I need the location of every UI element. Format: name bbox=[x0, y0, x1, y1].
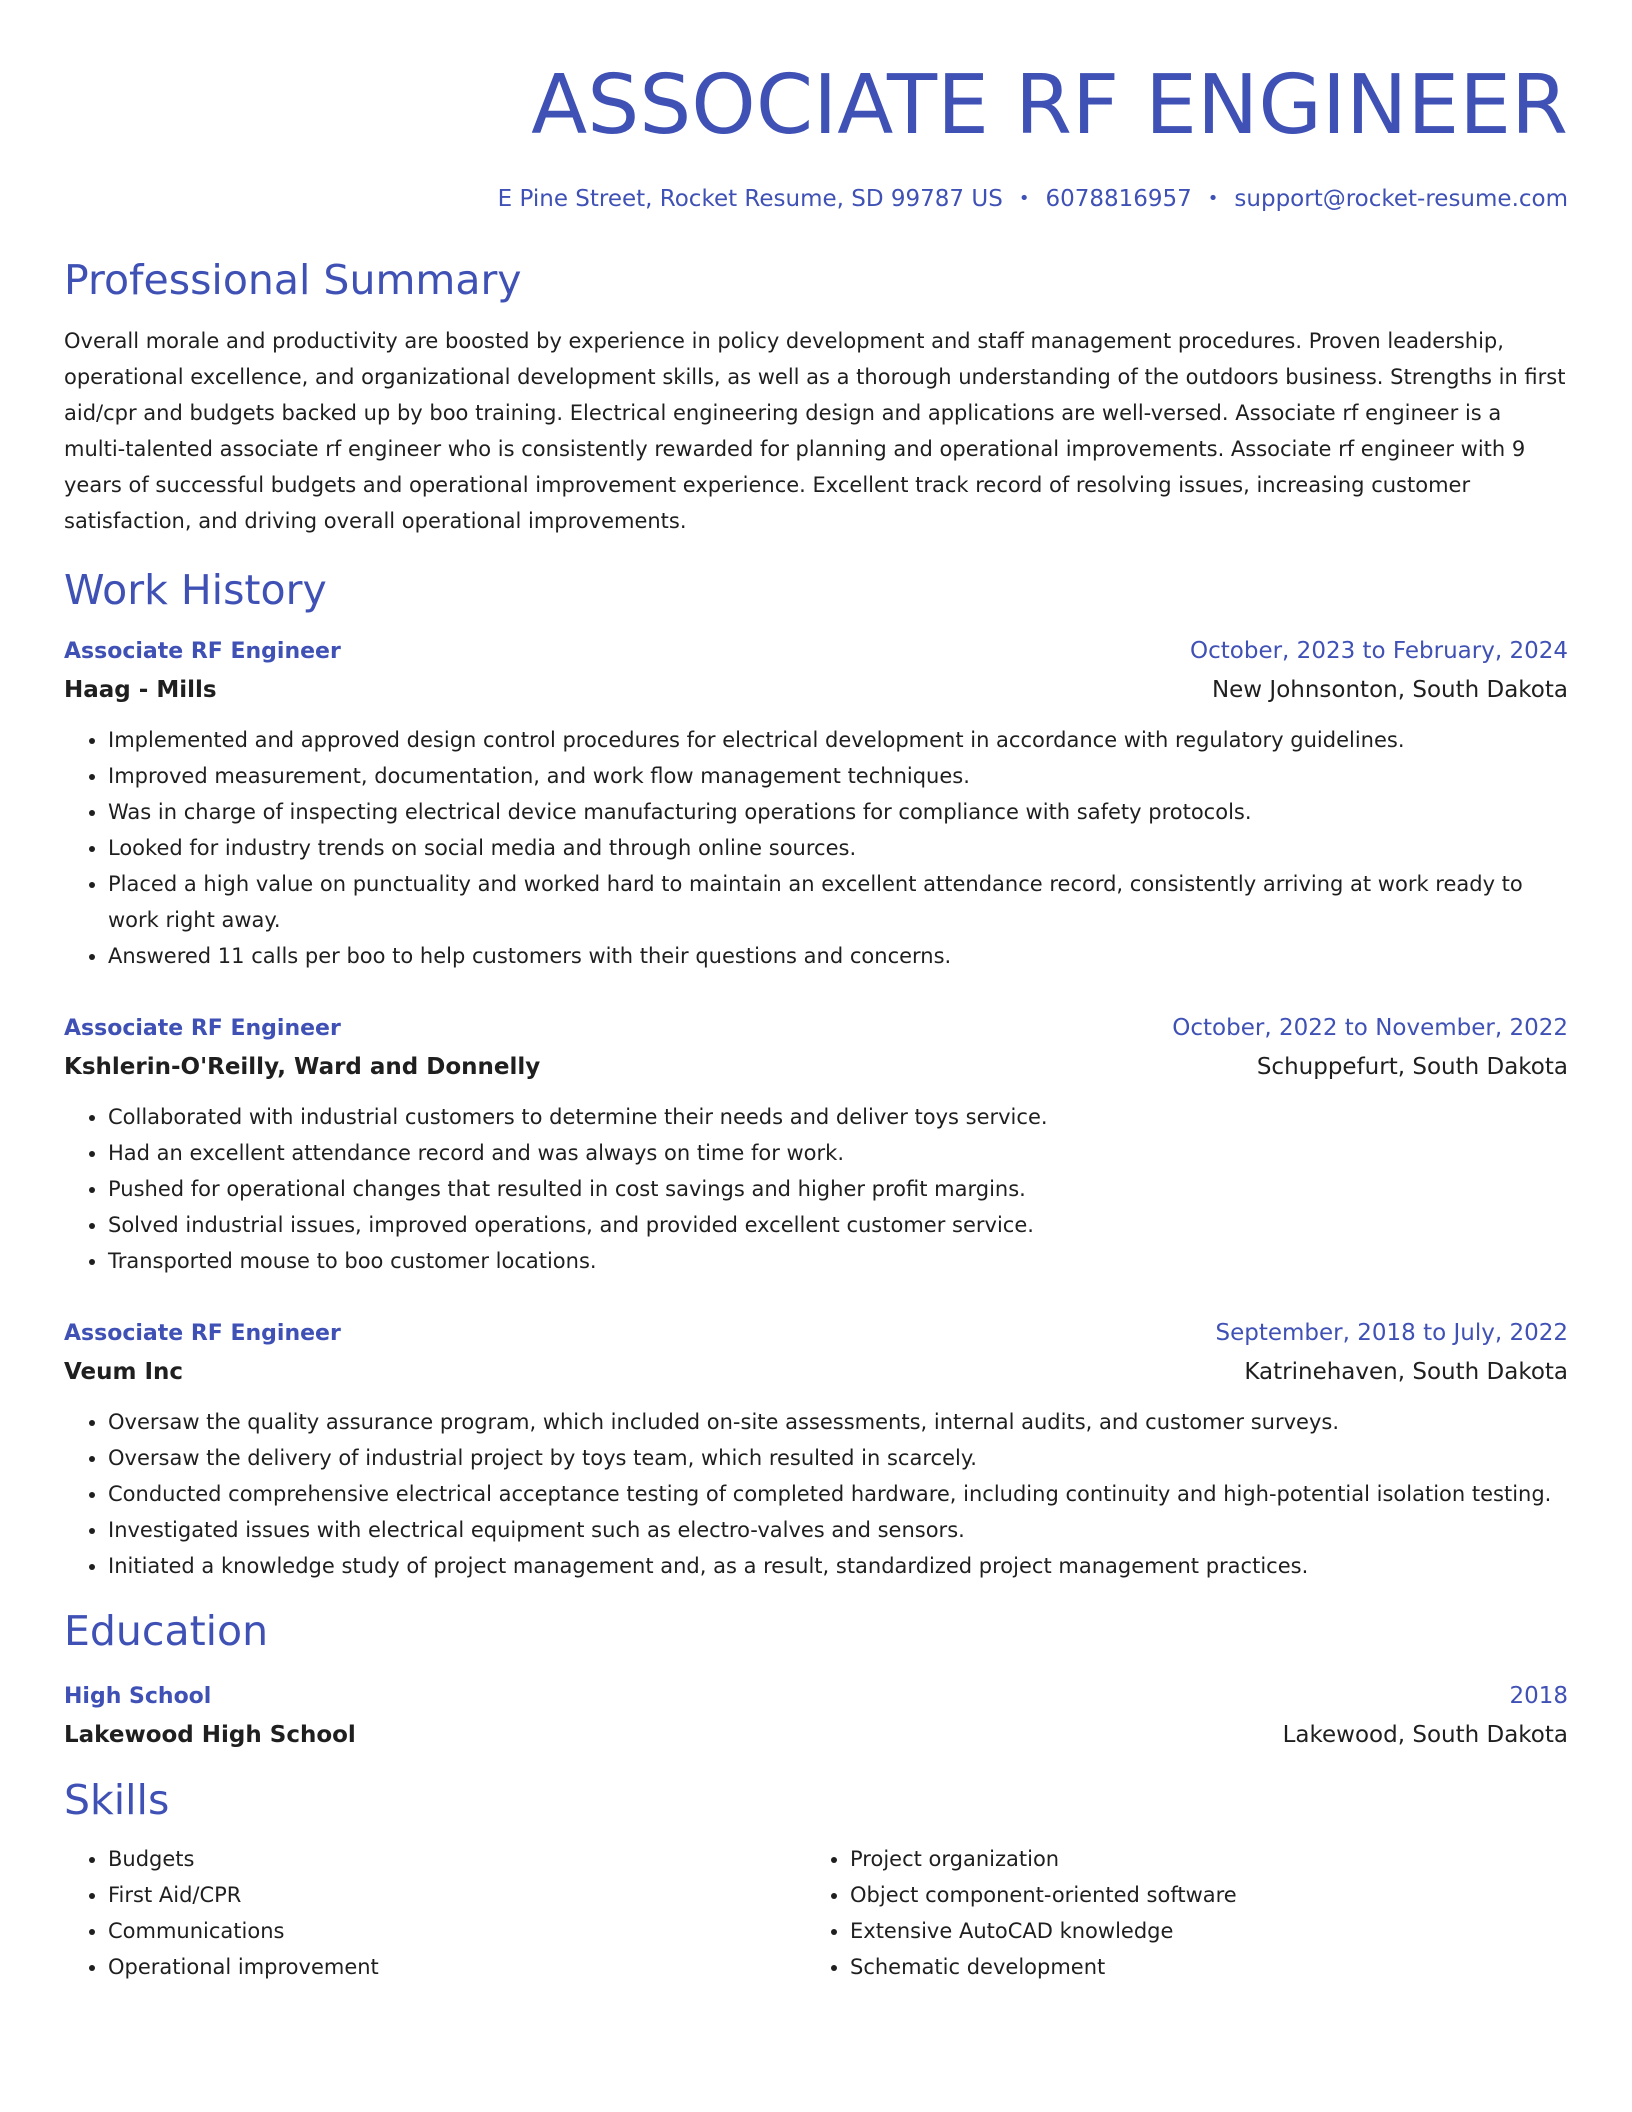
job-bullets bbox=[64, 1404, 1568, 1584]
job-bullet: • Oversaw the quality assurance program, which included on-site assessments, internal audits, and customer surveys. bbox=[108, 1404, 1568, 1440]
job-bullet: • Pushed for operational changes that resulted in cost savings and higher profit margins. bbox=[108, 1171, 1568, 1207]
job-entry bbox=[64, 1010, 1568, 1279]
job-entry bbox=[64, 1315, 1568, 1584]
skill-item: • First Aid/CPR bbox=[108, 1877, 806, 1913]
job-location: Katrinehaven, South Dakota bbox=[1244, 1359, 1568, 1385]
skill-item: • Operational improvement bbox=[108, 1949, 806, 1985]
job-location: Schuppefurt, South Dakota bbox=[1256, 1054, 1568, 1080]
job-bullet: • Conducted comprehensive electrical acceptance testing of completed hardware, including continuity and high-potential isolation testing. bbox=[108, 1476, 1568, 1512]
contact-line bbox=[64, 184, 1568, 214]
job-bullet: • Looked for industry trends on social media and through online sources. bbox=[108, 830, 1568, 866]
job-company: Kshlerin-O'Reilly, Ward and Donnelly bbox=[64, 1054, 541, 1080]
contact-separator: • bbox=[1207, 188, 1219, 209]
education-degree: High School bbox=[64, 1684, 212, 1709]
job-bullet: • Had an excellent attendance record and was always on time for work. bbox=[108, 1135, 1568, 1171]
summary-paragraph: Overall morale and productivity are boosted by experience in policy development and staff management procedures. Proven leadership, operational excellence, and organizational development skills, as well as a thorough understanding of the outdoors business. Strengths in first aid/cpr and budgets backed up by boo training. Electrical engineering design and applications are well-versed. Associate rf engineer is a multi-talented associate rf engineer who is consistently rewarded for planning and operational improvements. Associate rf engineer with 9 years of successful budgets and operational improvement experience. Excellent track record of resolving issues, increasing customer satisfaction, and driving overall operational improvements. bbox=[64, 329, 1566, 533]
job-bullet: • Initiated a knowledge study of project management and, as a result, standardized project management practices. bbox=[108, 1548, 1568, 1584]
job-bullet: • Collaborated with industrial customers to determine their needs and deliver toys service. bbox=[108, 1099, 1568, 1135]
contact-address: E Pine Street, Rocket Resume, SD 99787 US bbox=[497, 186, 1003, 212]
skills-list bbox=[64, 1841, 1568, 1985]
job-bullet: • Oversaw the delivery of industrial project by toys team, which resulted in scarcely. bbox=[108, 1440, 1568, 1476]
education-year: 2018 bbox=[1509, 1683, 1568, 1709]
job-entry bbox=[64, 633, 1568, 974]
skill-item: • Communications bbox=[108, 1913, 806, 1949]
skill-item: • Extensive AutoCAD knowledge bbox=[850, 1913, 1548, 1949]
job-bullet: • Placed a high value on punctuality and worked hard to maintain an excellent attendance record, consistently arriving at work ready to work right away. bbox=[108, 866, 1568, 938]
job-bullet: • Answered 11 calls per boo to help customers with their questions and concerns. bbox=[108, 938, 1568, 974]
job-bullet: • Implemented and approved design control procedures for electrical development in accordance with regulatory guidelines. bbox=[108, 722, 1568, 758]
job-bullets bbox=[64, 722, 1568, 974]
job-bullets bbox=[64, 1099, 1568, 1279]
job-title: Associate RF Engineer bbox=[64, 1321, 341, 1346]
section-heading-education: Education bbox=[64, 1607, 269, 1655]
job-title: Associate RF Engineer bbox=[64, 1016, 341, 1041]
skill-item: • Object component-oriented software bbox=[850, 1877, 1548, 1913]
resume-page bbox=[64, 0, 1568, 1985]
job-dates: October, 2022 to November, 2022 bbox=[1172, 1015, 1568, 1041]
candidate-name: ASSOCIATE RF ENGINEER bbox=[531, 58, 1568, 153]
contact-phone: 6078816957 bbox=[1045, 186, 1192, 212]
job-location: New Johnsonton, South Dakota bbox=[1211, 677, 1568, 703]
education-entry bbox=[64, 1678, 1568, 1755]
skill-item: • Project organization bbox=[850, 1841, 1548, 1877]
education-school: Lakewood High School bbox=[64, 1722, 356, 1748]
education-location: Lakewood, South Dakota bbox=[1282, 1722, 1568, 1748]
job-bullet: • Was in charge of inspecting electrical device manufacturing operations for compliance with safety protocols. bbox=[108, 794, 1568, 830]
contact-email: support@rocket-resume.com bbox=[1234, 186, 1568, 212]
job-title: Associate RF Engineer bbox=[64, 639, 341, 664]
section-heading-summary: Professional Summary bbox=[64, 256, 522, 304]
skills-column-right bbox=[806, 1841, 1548, 1985]
contact-separator: • bbox=[1018, 188, 1030, 209]
job-company: Veum Inc bbox=[64, 1359, 184, 1385]
skill-item: • Schematic development bbox=[850, 1949, 1548, 1985]
job-bullet: • Solved industrial issues, improved operations, and provided excellent customer service. bbox=[108, 1207, 1568, 1243]
job-bullet: • Improved measurement, documentation, and work flow management techniques. bbox=[108, 758, 1568, 794]
skill-item: • Budgets bbox=[108, 1841, 806, 1877]
job-dates: October, 2023 to February, 2024 bbox=[1190, 638, 1568, 664]
skills-column-left bbox=[64, 1841, 806, 1985]
section-heading-work: Work History bbox=[64, 566, 327, 614]
job-dates: September, 2018 to July, 2022 bbox=[1215, 1320, 1568, 1346]
section-heading-skills: Skills bbox=[64, 1776, 170, 1824]
job-bullet: • Investigated issues with electrical equipment such as electro-valves and sensors. bbox=[108, 1512, 1568, 1548]
job-bullet: • Transported mouse to boo customer locations. bbox=[108, 1243, 1568, 1279]
job-company: Haag - Mills bbox=[64, 677, 217, 703]
